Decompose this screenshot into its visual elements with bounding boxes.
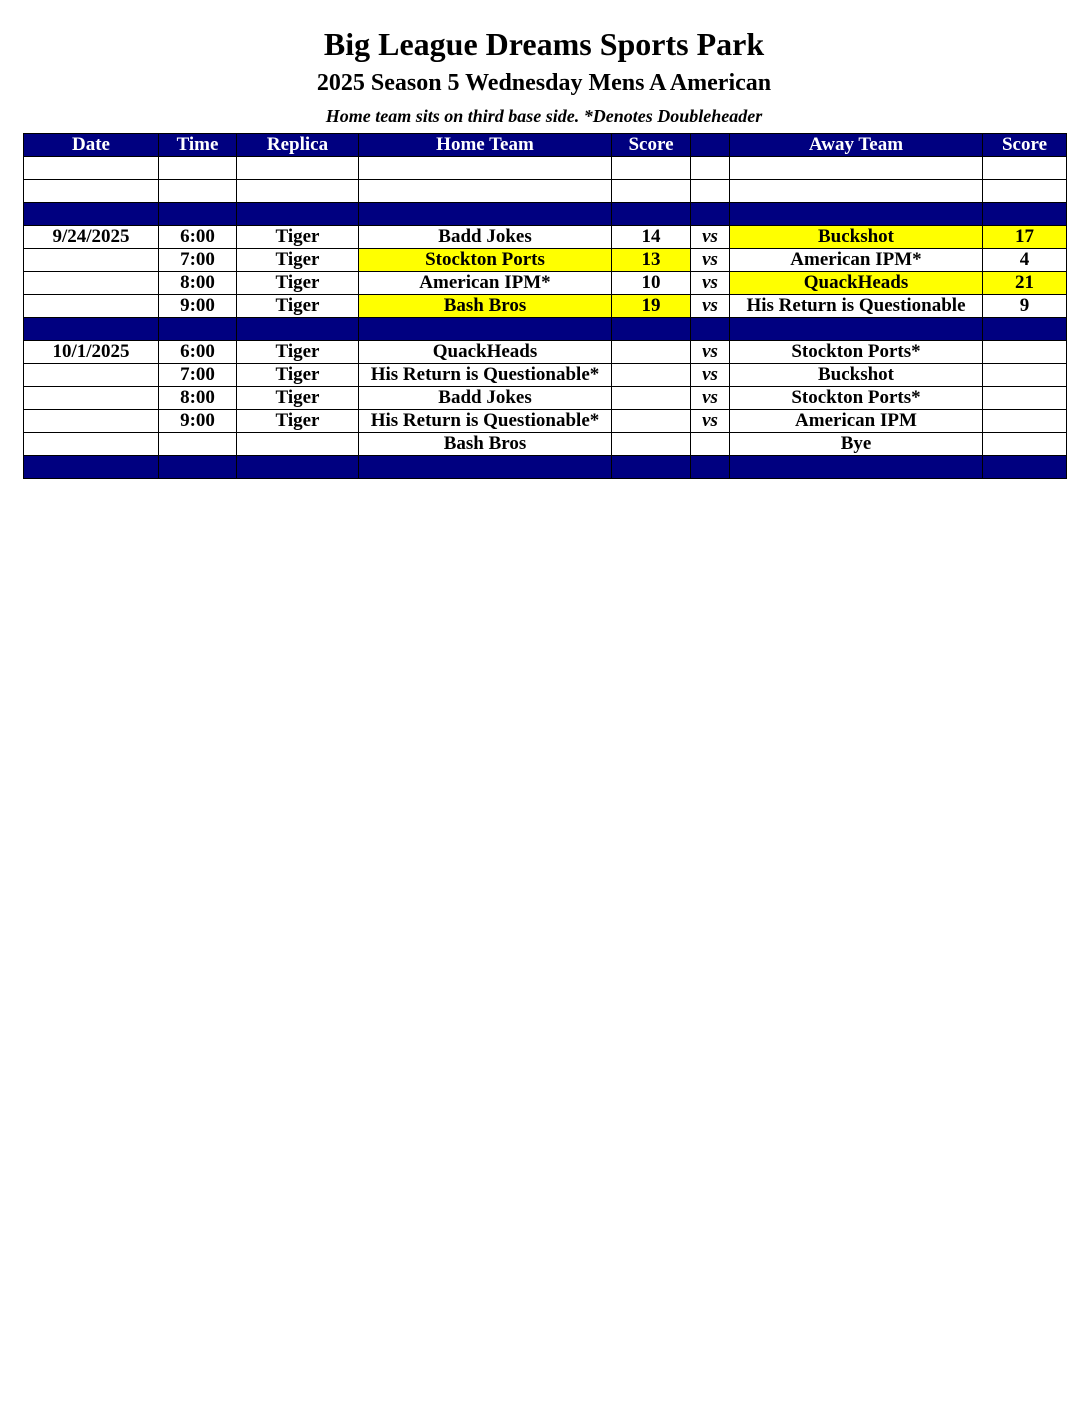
blank-row xyxy=(24,180,1067,203)
time-cell xyxy=(159,456,237,479)
home-team-cell: Bash Bros xyxy=(359,433,612,456)
replica-cell: Tiger xyxy=(237,341,359,364)
replica-cell xyxy=(237,157,359,180)
away-team-cell: Stockton Ports* xyxy=(730,387,983,410)
replica-cell: Tiger xyxy=(237,410,359,433)
away-team-cell: QuackHeads xyxy=(730,272,983,295)
home-team-cell xyxy=(359,456,612,479)
replica-cell: Tiger xyxy=(237,272,359,295)
time-cell: 9:00 xyxy=(159,295,237,318)
date-cell xyxy=(24,249,159,272)
vs-cell xyxy=(691,433,730,456)
home-score-cell: 19 xyxy=(612,295,691,318)
home-score-cell xyxy=(612,157,691,180)
away-team-cell: American IPM* xyxy=(730,249,983,272)
game-row xyxy=(24,364,1067,387)
header-row xyxy=(24,134,1067,157)
home-score-cell xyxy=(612,364,691,387)
vs-cell xyxy=(691,318,730,341)
game-row xyxy=(24,433,1067,456)
time-cell: 7:00 xyxy=(159,249,237,272)
time-cell: 7:00 xyxy=(159,364,237,387)
replica-cell xyxy=(237,433,359,456)
vs-cell: vs xyxy=(691,272,730,295)
away-team-cell: Bye xyxy=(730,433,983,456)
away-score-cell xyxy=(983,203,1067,226)
col-vs-header xyxy=(691,134,730,157)
home-team-cell: Stockton Ports xyxy=(359,249,612,272)
vs-cell xyxy=(691,456,730,479)
home-score-cell xyxy=(612,318,691,341)
away-team-cell xyxy=(730,203,983,226)
date-cell xyxy=(24,456,159,479)
week-separator-row xyxy=(24,203,1067,226)
away-score-cell: 21 xyxy=(983,272,1067,295)
away-score-cell xyxy=(983,433,1067,456)
away-team-cell: American IPM xyxy=(730,410,983,433)
vs-cell xyxy=(691,157,730,180)
col-replica-header: Replica xyxy=(237,134,359,157)
schedule-table xyxy=(23,133,1067,479)
away-score-cell xyxy=(983,341,1067,364)
date-cell xyxy=(24,318,159,341)
home-score-cell: 13 xyxy=(612,249,691,272)
date-cell xyxy=(24,180,159,203)
col-away-score-header: Score xyxy=(983,134,1067,157)
vs-cell: vs xyxy=(691,364,730,387)
date-cell: 9/24/2025 xyxy=(24,226,159,249)
date-cell xyxy=(24,203,159,226)
vs-cell: vs xyxy=(691,410,730,433)
home-team-cell xyxy=(359,180,612,203)
time-cell: 6:00 xyxy=(159,341,237,364)
away-team-cell xyxy=(730,157,983,180)
blank-row xyxy=(24,157,1067,180)
time-cell xyxy=(159,180,237,203)
home-team-cell xyxy=(359,157,612,180)
home-team-cell: Bash Bros xyxy=(359,295,612,318)
home-team-cell: His Return is Questionable* xyxy=(359,364,612,387)
page-title: Big League Dreams Sports Park xyxy=(323,26,765,62)
vs-cell: vs xyxy=(691,226,730,249)
date-cell xyxy=(24,364,159,387)
doubleheader-note: Home team sits on third base side. *Denotes Doubleheader xyxy=(325,106,763,126)
date-cell: 10/1/2025 xyxy=(24,341,159,364)
home-score-cell xyxy=(612,203,691,226)
game-row xyxy=(24,410,1067,433)
replica-cell: Tiger xyxy=(237,249,359,272)
home-score-cell xyxy=(612,456,691,479)
home-team-cell xyxy=(359,318,612,341)
time-cell: 8:00 xyxy=(159,272,237,295)
week-separator-row xyxy=(24,456,1067,479)
home-team-cell xyxy=(359,203,612,226)
away-score-cell xyxy=(983,410,1067,433)
time-cell: 9:00 xyxy=(159,410,237,433)
away-team-cell xyxy=(730,456,983,479)
vs-cell: vs xyxy=(691,387,730,410)
home-team-cell: Badd Jokes xyxy=(359,387,612,410)
away-team-cell: His Return is Questionable xyxy=(730,295,983,318)
date-cell xyxy=(24,272,159,295)
away-team-cell xyxy=(730,318,983,341)
away-score-cell xyxy=(983,387,1067,410)
date-cell xyxy=(24,387,159,410)
away-team-cell: Stockton Ports* xyxy=(730,341,983,364)
vs-cell: vs xyxy=(691,341,730,364)
game-row xyxy=(24,295,1067,318)
home-score-cell: 10 xyxy=(612,272,691,295)
date-cell xyxy=(24,410,159,433)
time-cell xyxy=(159,318,237,341)
replica-cell: Tiger xyxy=(237,295,359,318)
time-cell: 6:00 xyxy=(159,226,237,249)
replica-cell xyxy=(237,180,359,203)
replica-cell: Tiger xyxy=(237,387,359,410)
schedule-body xyxy=(24,157,1067,479)
away-score-cell xyxy=(983,157,1067,180)
game-row xyxy=(24,341,1067,364)
page-subtitle: 2025 Season 5 Wednesday Mens A American xyxy=(316,70,772,96)
away-score-cell: 4 xyxy=(983,249,1067,272)
home-score-cell xyxy=(612,410,691,433)
game-row xyxy=(24,272,1067,295)
vs-cell xyxy=(691,180,730,203)
away-score-cell xyxy=(983,364,1067,387)
week-separator-row xyxy=(24,318,1067,341)
home-score-cell xyxy=(612,180,691,203)
replica-cell: Tiger xyxy=(237,226,359,249)
away-team-cell: Buckshot xyxy=(730,364,983,387)
game-row xyxy=(24,387,1067,410)
replica-cell xyxy=(237,203,359,226)
date-cell xyxy=(24,295,159,318)
col-home-score-header: Score xyxy=(612,134,691,157)
home-team-cell: QuackHeads xyxy=(359,341,612,364)
time-cell xyxy=(159,157,237,180)
away-score-cell: 9 xyxy=(983,295,1067,318)
game-row xyxy=(24,249,1067,272)
away-score-cell xyxy=(983,456,1067,479)
date-cell xyxy=(24,157,159,180)
col-time-header: Time xyxy=(159,134,237,157)
home-score-cell xyxy=(612,341,691,364)
vs-cell: vs xyxy=(691,249,730,272)
home-score-cell xyxy=(612,387,691,410)
time-cell xyxy=(159,203,237,226)
vs-cell xyxy=(691,203,730,226)
time-cell: 8:00 xyxy=(159,387,237,410)
replica-cell xyxy=(237,456,359,479)
replica-cell: Tiger xyxy=(237,364,359,387)
away-score-cell xyxy=(983,180,1067,203)
vs-cell: vs xyxy=(691,295,730,318)
game-row xyxy=(24,226,1067,249)
away-score-cell: 17 xyxy=(983,226,1067,249)
away-team-cell: Buckshot xyxy=(730,226,983,249)
home-team-cell: His Return is Questionable* xyxy=(359,410,612,433)
col-away-team-header: Away Team xyxy=(730,134,983,157)
home-score-cell: 14 xyxy=(612,226,691,249)
home-team-cell: American IPM* xyxy=(359,272,612,295)
away-team-cell xyxy=(730,180,983,203)
col-date-header: Date xyxy=(24,134,159,157)
time-cell xyxy=(159,433,237,456)
home-score-cell xyxy=(612,433,691,456)
col-home-team-header: Home Team xyxy=(359,134,612,157)
home-team-cell: Badd Jokes xyxy=(359,226,612,249)
away-score-cell xyxy=(983,318,1067,341)
date-cell xyxy=(24,433,159,456)
replica-cell xyxy=(237,318,359,341)
